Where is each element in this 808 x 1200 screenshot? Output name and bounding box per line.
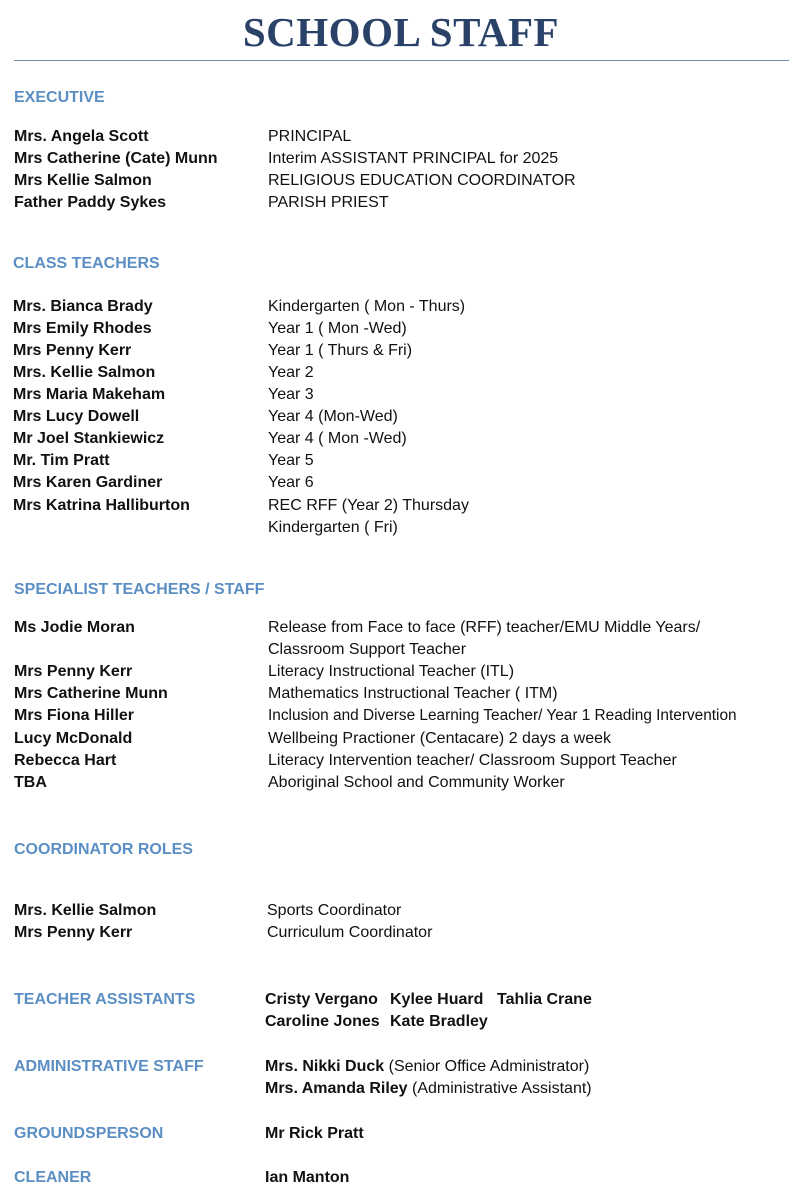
admin-row <box>265 1058 589 1076</box>
staff-role: Year 6 <box>268 474 314 491</box>
assistant-name: Cristy Vergano <box>265 991 378 1008</box>
staff-role: Year 4 (Mon-Wed) <box>268 408 398 425</box>
staff-role: Year 4 ( Mon -Wed) <box>268 430 407 447</box>
section-heading-cleaner: CLEANER <box>14 1169 92 1186</box>
staff-role: Literacy Intervention teacher/ Classroom Support Teacher <box>268 752 677 769</box>
staff-name: Mr Joel Stankiewicz <box>13 430 165 447</box>
staff-name: Mr. Tim Pratt <box>13 452 110 469</box>
staff-role: Aboriginal School and Community Worker <box>268 774 565 791</box>
staff-name: Mrs Karen Gardiner <box>13 474 163 491</box>
staff-name: Mrs Penny Kerr <box>14 663 133 680</box>
section-heading-coordinator: COORDINATOR ROLES <box>14 841 193 858</box>
staff-role: Interim ASSISTANT PRINCIPAL for 2025 <box>268 150 559 167</box>
section-heading-groundsperson: GROUNDSPERSON <box>14 1125 164 1142</box>
staff-name: Mrs Penny Kerr <box>13 342 132 359</box>
section-heading-teacher-assistants: TEACHER ASSISTANTS <box>14 991 196 1008</box>
staff-role: Kindergarten ( Mon - Thurs) <box>268 298 466 315</box>
page-title: SCHOOL STAFF <box>242 9 560 55</box>
section-heading-executive: EXECUTIVE <box>14 89 105 106</box>
staff-name: Mrs. Angela Scott <box>14 128 149 145</box>
staff-name: Mrs Fiona Hiller <box>14 707 135 724</box>
staff-name: Mrs Catherine (Cate) Munn <box>14 150 218 167</box>
staff-role: Year 5 <box>268 452 314 469</box>
staff-name: Mrs Catherine Munn <box>14 685 168 702</box>
staff-name: Ms Jodie Moran <box>14 619 135 636</box>
staff-role: PRINCIPAL <box>268 128 352 145</box>
staff-name: Mrs. Bianca Brady <box>13 298 153 315</box>
section-heading-class-teachers: CLASS TEACHERS <box>13 255 160 272</box>
section-heading-administrative: ADMINISTRATIVE STAFF <box>14 1058 204 1075</box>
staff-name: Rebecca Hart <box>14 752 117 769</box>
staff-name: Lucy McDonald <box>14 730 133 747</box>
staff-role: Wellbeing Practioner (Centacare) 2 days a week <box>268 730 611 747</box>
admin-row <box>265 1080 592 1098</box>
staff-name: Mrs. Amanda Riley <box>265 1080 408 1097</box>
staff-name: Mrs Emily Rhodes <box>13 320 152 337</box>
staff-role: Inclusion and Diverse Learning Teacher/ Year 1 Reading Intervention <box>268 707 737 724</box>
staff-name: Mrs Katrina Halliburton <box>13 497 190 514</box>
staff-role: (Senior Office Administrator) <box>388 1058 590 1075</box>
staff-role: Year 2 <box>268 364 314 381</box>
staff-name: Mrs Maria Makeham <box>13 386 166 403</box>
staff-name: Ian Manton <box>265 1169 350 1186</box>
staff-role: Year 1 ( Thurs & Fri) <box>268 342 413 359</box>
staff-role: Mathematics Instructional Teacher ( ITM) <box>268 685 558 702</box>
staff-role-continued: Classroom Support Teacher <box>268 641 467 658</box>
staff-name: Father Paddy Sykes <box>14 194 167 211</box>
assistant-name: Kylee Huard <box>390 991 484 1008</box>
staff-role: PARISH PRIEST <box>268 194 389 211</box>
assistant-name: Caroline Jones <box>265 1013 380 1030</box>
staff-name: Mrs. Kellie Salmon <box>14 902 157 919</box>
staff-name: Mrs. Nikki Duck <box>265 1058 385 1075</box>
assistant-name: Kate Bradley <box>390 1013 488 1030</box>
staff-name: Mrs Penny Kerr <box>14 924 133 941</box>
staff-role: REC RFF (Year 2) Thursday <box>268 497 469 514</box>
assistant-name: Tahlia Crane <box>497 991 592 1008</box>
staff-role: Release from Face to face (RFF) teacher/EMU Middle Years/ <box>268 619 701 636</box>
staff-role: Year 1 ( Mon -Wed) <box>268 320 407 337</box>
staff-name: TBA <box>14 774 47 791</box>
staff-role: Year 3 <box>268 386 314 403</box>
title-divider <box>14 60 789 61</box>
section-heading-specialist: SPECIALIST TEACHERS / STAFF <box>14 581 265 598</box>
staff-role-continued: Kindergarten ( Fri) <box>268 519 398 536</box>
staff-role: (Administrative Assistant) <box>412 1080 592 1097</box>
staff-role: Curriculum Coordinator <box>267 924 433 941</box>
staff-name: Mr Rick Pratt <box>265 1125 364 1142</box>
staff-name: Mrs Kellie Salmon <box>14 172 152 189</box>
staff-role: Sports Coordinator <box>267 902 402 919</box>
staff-role: RELIGIOUS EDUCATION COORDINATOR <box>268 172 576 189</box>
staff-name: Mrs Lucy Dowell <box>13 408 140 425</box>
staff-name: Mrs. Kellie Salmon <box>13 364 156 381</box>
staff-role: Literacy Instructional Teacher (ITL) <box>268 663 515 680</box>
